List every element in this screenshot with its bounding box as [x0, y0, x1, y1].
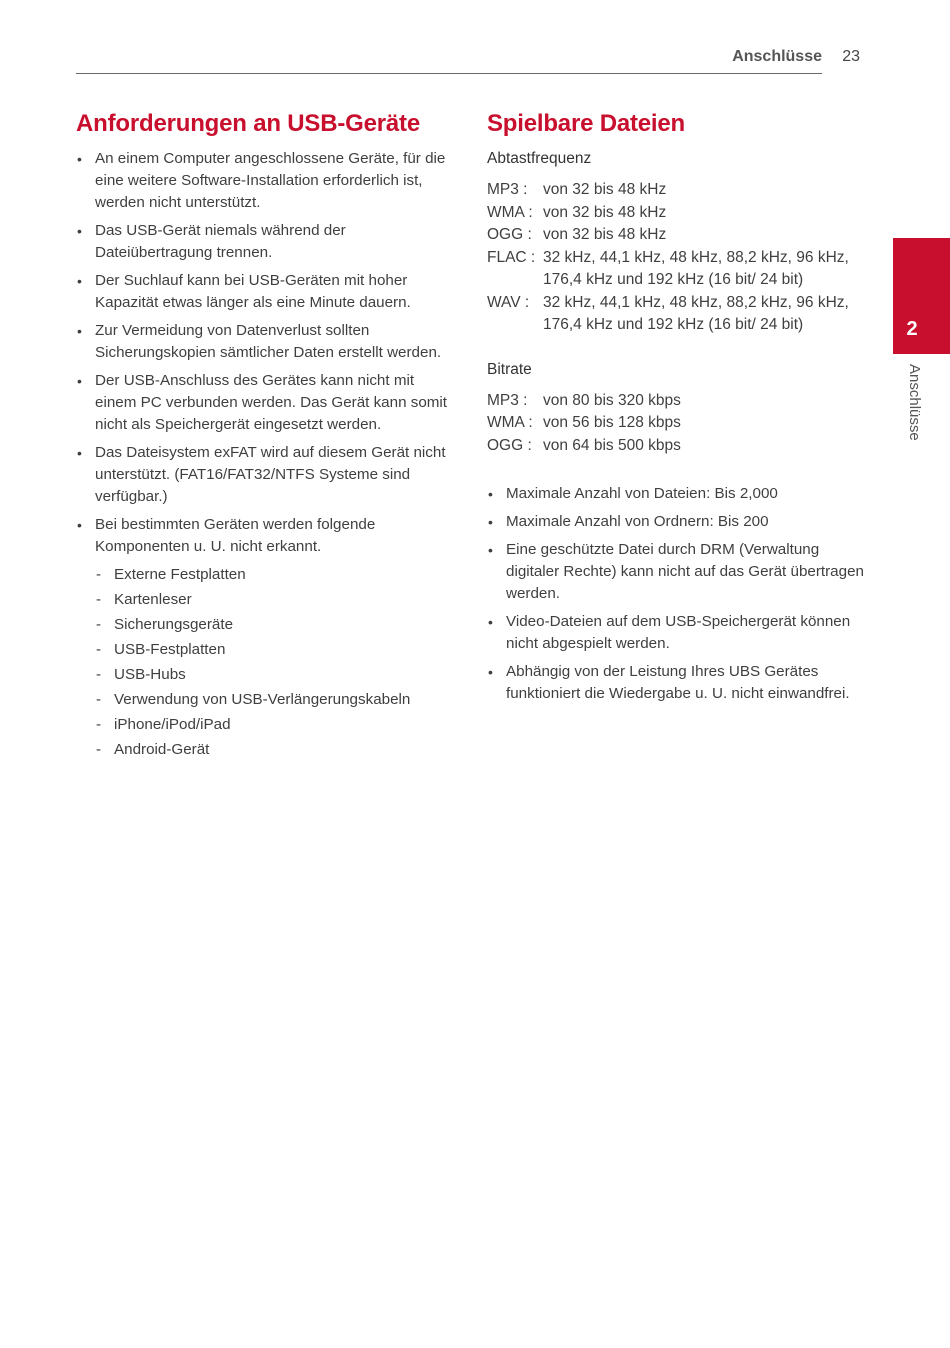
dash-icon: -	[96, 591, 102, 608]
bullet-icon: •	[77, 445, 82, 461]
dash-icon: -	[96, 566, 102, 583]
bullet-icon: •	[77, 223, 82, 239]
unsupported-devices-list	[76, 564, 456, 764]
left-column	[76, 110, 456, 764]
table-row: MP3 : von 80 bis 320 kbps	[487, 391, 681, 409]
list-item: • Eine geschützte Datei durch DRM (Verwaltung digitaler Rechte) kann nicht auf das Gerät übertragen werden.	[488, 541, 864, 602]
table-row: OGG : von 64 bis 500 kbps	[487, 436, 681, 454]
bullet-icon: •	[488, 542, 493, 558]
list-item: - USB-Hubs	[76, 664, 456, 689]
list-item: • Video-Dateien auf dem USB-Speichergerät können nicht abgespielt werden.	[488, 613, 851, 652]
list-item: • Das USB-Gerät niemals während der Dateiübertragung trennen.	[77, 222, 346, 261]
table-row: MP3 : von 32 bis 48 kHz	[487, 181, 667, 198]
bullet-icon: •	[488, 486, 493, 502]
bitrate-heading: Bitrate	[487, 360, 532, 378]
list-item: • Der USB-Anschluss des Gerätes kann nicht mit einem PC verbunden werden. Das Gerät kann somit nicht als Speichergerät eingesetzt werden.	[77, 372, 448, 433]
playable-notes-list	[487, 483, 872, 705]
list-item: - Android-Gerät	[76, 739, 456, 764]
dash-icon: -	[96, 616, 102, 633]
header-divider	[76, 73, 822, 74]
list-item: • Bei bestimmten Geräten werden folgende Komponenten u. U. nicht erkannt.	[77, 516, 376, 555]
table-row: WMA : von 32 bis 48 kHz	[487, 203, 667, 221]
bullet-icon: •	[488, 664, 493, 680]
list-item: • Der Suchlauf kann bei USB-Geräten mit hoher Kapazität etwas länger als eine Minute dauern.	[77, 272, 411, 311]
bullet-icon: •	[77, 373, 82, 389]
list-item: • Abhängig von der Leistung Ihres UBS Gerätes funktioniert die Wiedergabe u. U. nicht einwandfrei.	[488, 663, 850, 702]
dash-icon: -	[96, 691, 102, 708]
usb-requirements-list	[76, 148, 456, 558]
playable-files-heading: Spielbare Dateien	[487, 110, 686, 137]
list-item: • Zur Vermeidung von Datenverlust sollten Sicherungskopien sämtlicher Daten erstellt werden.	[77, 322, 442, 361]
bullet-icon: •	[77, 517, 82, 533]
dash-icon: -	[96, 666, 102, 683]
bitrate-table	[487, 390, 681, 458]
page-number: 23	[842, 48, 860, 65]
list-item: • An einem Computer angeschlossene Geräte, für die eine weitere Software-Installation erforderlich ist, werden nicht unterstützt.	[77, 150, 446, 211]
list-item: - Kartenleser	[76, 589, 456, 614]
table-row: WAV : 32 kHz, 44,1 kHz, 48 kHz, 88,2 kHz, 96 kHz, 176,4 kHz und 192 kHz (16 bit/ 24 bit)	[487, 293, 849, 333]
table-row: OGG : von 32 bis 48 kHz	[487, 226, 667, 243]
bullet-icon: •	[488, 514, 493, 530]
usb-requirements-heading: Anforderungen an USB-Geräte	[76, 110, 420, 137]
list-item: • Maximale Anzahl von Dateien: Bis 2,000	[487, 483, 872, 505]
list-item: - Sicherungsgeräte	[76, 614, 456, 639]
sampling-heading: Abtastfrequenz	[487, 150, 592, 167]
dash-icon: -	[96, 641, 102, 658]
page-header	[76, 46, 860, 74]
bullet-icon: •	[77, 323, 82, 339]
list-item: - Externe Festplatten	[76, 564, 456, 589]
dash-icon: -	[96, 741, 102, 758]
dash-icon: -	[96, 716, 102, 733]
list-item: • Das Dateisystem exFAT wird auf diesem Gerät nicht unterstützt. (FAT16/FAT32/NTFS Systeme sind verfügbar.)	[77, 444, 446, 505]
bullet-icon: •	[77, 151, 82, 167]
bullet-icon: •	[77, 273, 82, 289]
list-item: - Verwendung von USB-Verlängerungskabeln	[76, 689, 456, 714]
bullet-icon: •	[488, 614, 493, 630]
list-item: • Maximale Anzahl von Ordnern: Bis 200	[487, 511, 872, 533]
table-row: WMA : von 56 bis 128 kbps	[487, 414, 681, 431]
chapter-number: 2	[906, 318, 918, 340]
list-item: - USB-Festplatten	[76, 639, 456, 664]
table-row: FLAC : 32 kHz, 44,1 kHz, 48 kHz, 88,2 kHz, 96 kHz, 176,4 kHz und 192 kHz (16 bit/ 24 bit)	[487, 248, 849, 288]
chapter-label: Anschlüsse	[906, 364, 923, 441]
list-item: - iPhone/iPod/iPad	[76, 714, 456, 739]
section-title: Anschlüsse	[732, 48, 822, 65]
right-column	[487, 110, 872, 711]
sampling-table	[487, 179, 872, 337]
